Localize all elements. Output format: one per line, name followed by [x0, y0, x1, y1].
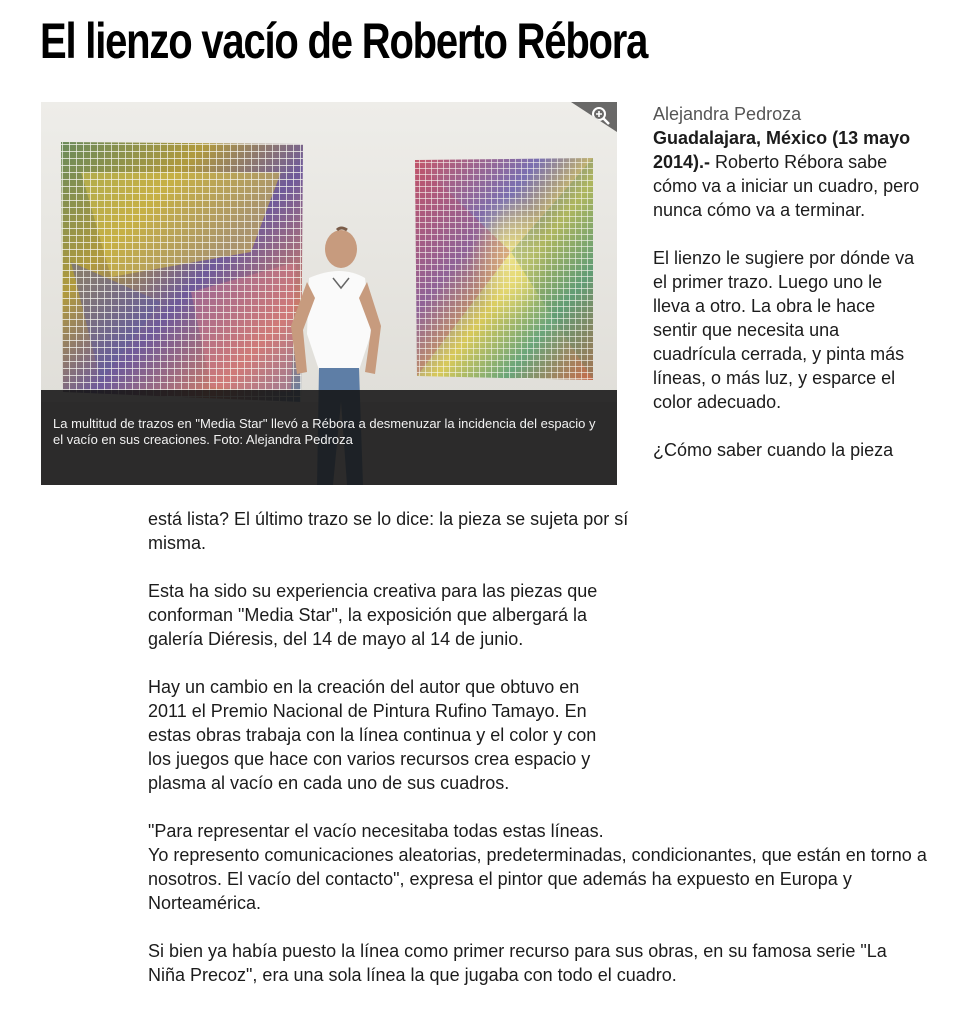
- photo-caption: La multitud de trazos en "Media Star" llevó a Rébora a desmenuzar la incidencia del espacio y el vacío en sus creaciones. Foto: Alejandra Pedroza: [41, 390, 617, 485]
- body-paragraph: El lienzo le sugiere por dónde va el primer trazo. Luego uno le lleva a otro. La obra le hace sentir que necesita una cuadrícula cerrada, y pinta más líneas, o más luz, y esparce el color adecuado.: [653, 248, 915, 412]
- body-paragraph: Si bien ya había puesto la línea como primer recurso para sus obras, en su famosa serie "La Niña Precoz", era una sola línea la que jugaba con todo el cuadro.: [148, 941, 887, 985]
- article-title: El lienzo vacío de Roberto Rébora: [40, 13, 648, 69]
- article-photo: [41, 102, 617, 485]
- body-paragraph: Esta ha sido su experiencia creativa para las piezas que conforman "Media Star", la exposición que albergará la galería Diéresis, del 14 de mayo al 14 de junio.: [148, 581, 598, 649]
- body-paragraph-start: ¿Cómo saber cuando la pieza: [653, 440, 894, 460]
- quote-paragraph: [148, 819, 928, 915]
- body-paragraph-continued: está lista? El último trazo se lo dice: la pieza se sujeta por sí misma.: [148, 509, 629, 553]
- dateline: Guadalajara, México (13 mayo 2014).-: [653, 128, 911, 172]
- author-byline: Alejandra Pedroza: [653, 104, 802, 124]
- lead-text: Roberto Rébora sabe cómo va a iniciar un cuadro, pero nunca cómo va a terminar.: [653, 152, 920, 220]
- quote-rest: Yo represento comunicaciones aleatorias, predeterminadas, condicionantes, que están en torno a nosotros. El vacío del contacto", expresa el pintor que además ha expuesto en Europa y Norteamérica.: [148, 845, 927, 913]
- quote-first-line: "Para representar el vacío necesitaba todas estas líneas.: [148, 821, 604, 841]
- article-body-main: [148, 507, 928, 1011]
- article-body-side-column: [653, 126, 923, 486]
- body-paragraph: Hay un cambio en la creación del autor que obtuvo en 2011 el Premio Nacional de Pintura Rufino Tamayo. En estas obras trabaja con la línea continua y el color y con los juegos que hace con varios recursos crea espacio y plasma al vacío en cada uno de sus cuadros.: [148, 677, 597, 793]
- lead-paragraph: [653, 126, 923, 222]
